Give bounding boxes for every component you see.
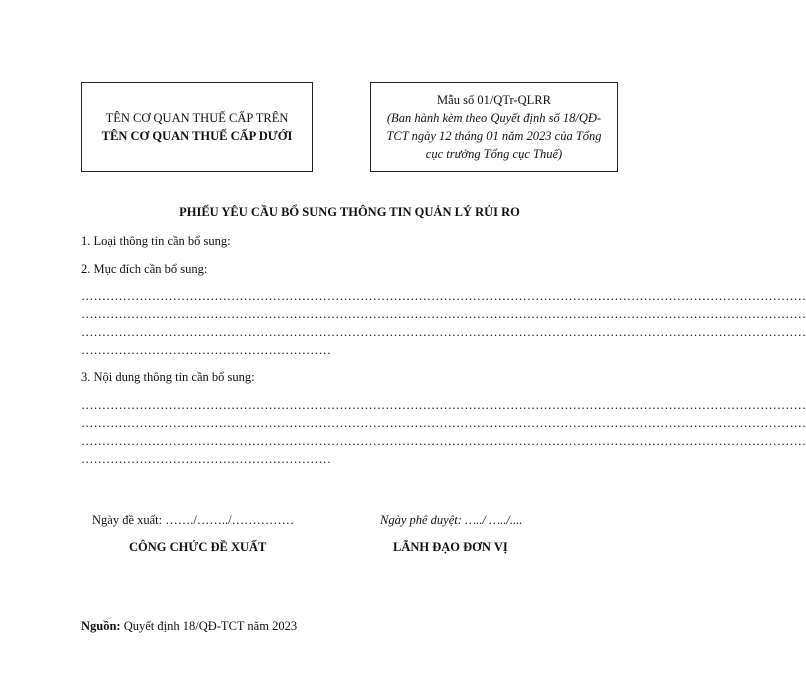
source-note	[81, 619, 297, 634]
issued-note-line2: TCT ngày 12 tháng 01 năm 2023 của Tổng	[386, 129, 602, 143]
item3-dotted-line-short[interactable]: ……………………………………………………	[81, 452, 331, 466]
item2-dotted-line[interactable]: …………………………………………………………………………………………………………………………………………………………	[81, 307, 806, 321]
item2-dotted-line-short[interactable]: ……………………………………………………	[81, 343, 331, 357]
form-code: Mẫu số 01/QTr-QLRR	[437, 93, 551, 107]
issued-note-line1: (Ban hành kèm theo Quyết định số 18/QĐ-	[386, 111, 602, 125]
item3-dotted-line[interactable]: …………………………………………………………………………………………………………………………………………………………	[81, 398, 806, 412]
source-text: Quyết định 18/QĐ-TCT năm 2023	[120, 619, 298, 633]
approver-title: LÃNH ĐẠO ĐƠN VỊ	[393, 540, 508, 554]
agency-box	[81, 82, 313, 172]
form-title: PHIẾU YÊU CẦU BỔ SUNG THÔNG TIN QUẢN LÝ RỦI RO	[179, 205, 520, 219]
item3-dotted-line[interactable]: …………………………………………………………………………………………………………………………………………………………	[81, 434, 806, 448]
item2-dotted-line[interactable]: …………………………………………………………………………………………………………………………………………………………	[81, 289, 806, 303]
issued-note-line3: cục trưởng Tổng cục Thuế)	[425, 147, 563, 161]
item1-label: 1. Loại thông tin cần bổ sung:	[81, 234, 231, 248]
proposer-title: CÔNG CHỨC ĐỀ XUẤT	[129, 540, 267, 554]
form-code-box	[370, 82, 618, 172]
item2-dotted-line[interactable]: …………………………………………………………………………………………………………………………………………………………	[81, 325, 806, 339]
approval-date: Ngày phê duyệt: …../ …../....	[380, 513, 523, 527]
item3-dotted-line[interactable]: …………………………………………………………………………………………………………………………………………………………	[81, 416, 806, 430]
item3-label: 3. Nội dung thông tin cần bổ sung:	[81, 370, 255, 384]
source-label: Nguồn:	[81, 619, 121, 633]
proposal-date: Ngày đề xuất: ……./……../……………	[92, 513, 295, 527]
superior-agency-name: TÊN CƠ QUAN THUẾ CẤP TRÊN	[105, 111, 289, 125]
subordinate-agency-name: TÊN CƠ QUAN THUẾ CẤP DƯỚI	[101, 129, 293, 143]
item2-label: 2. Mục đích cần bổ sung:	[81, 262, 208, 276]
